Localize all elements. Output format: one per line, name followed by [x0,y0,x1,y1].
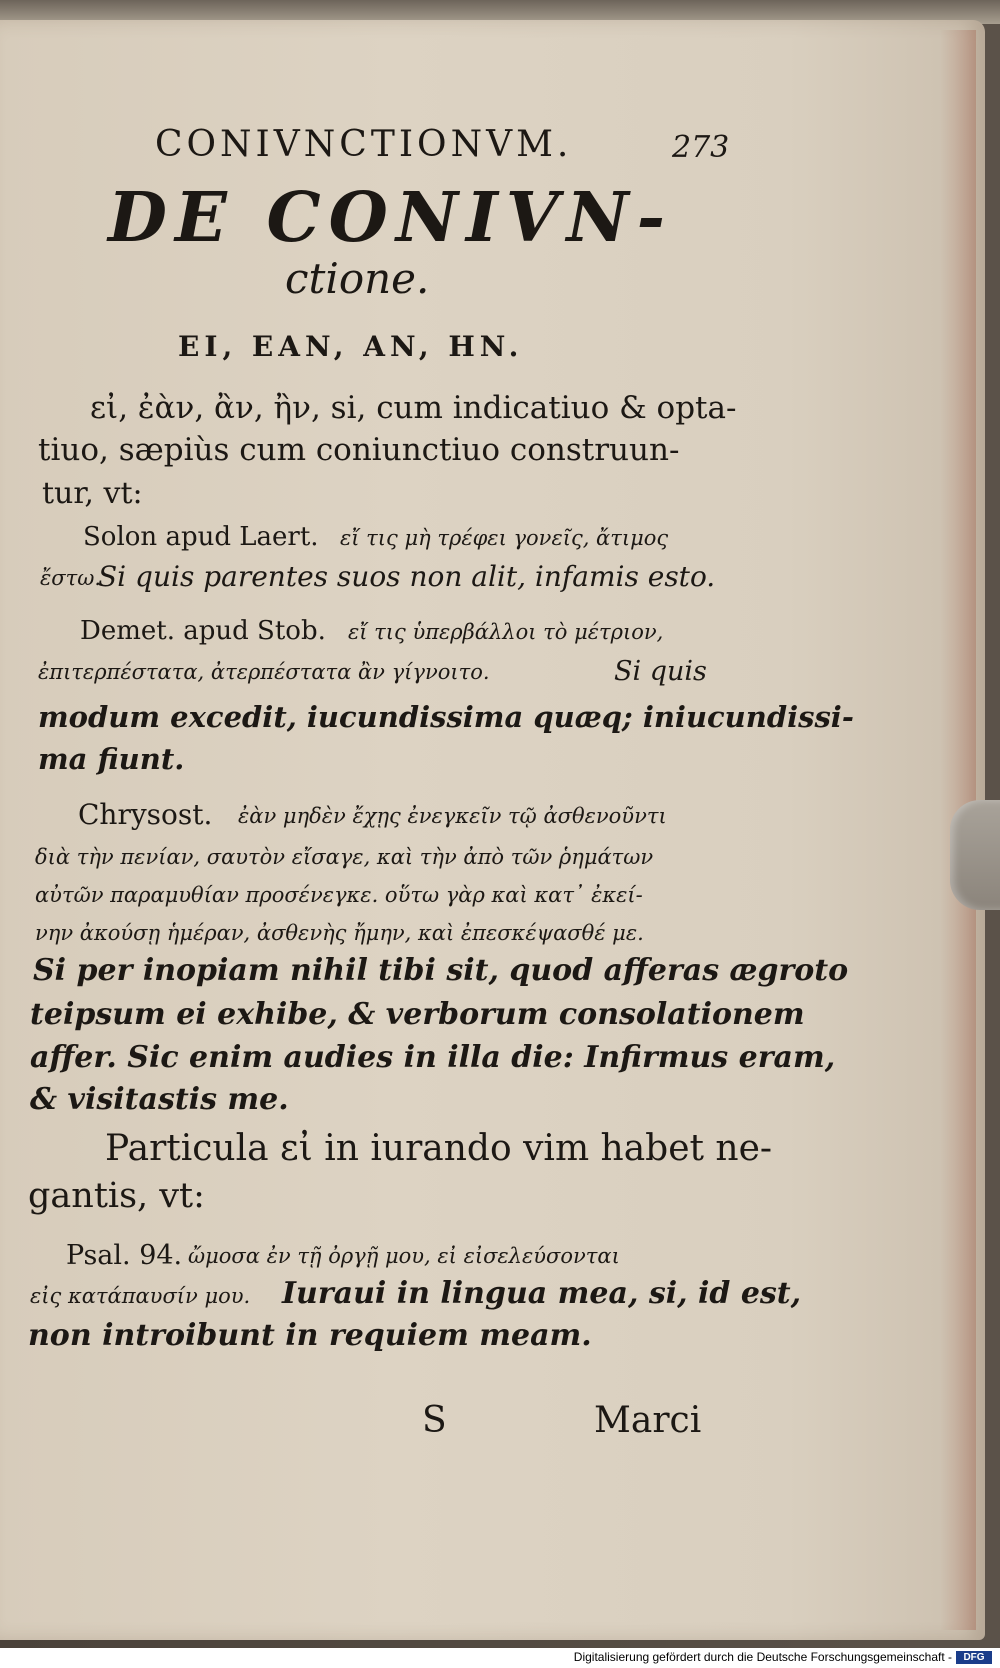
page-tab-marker [950,800,1000,910]
chrysost-greek-3: αὐτῶν παραμυθίαν προσένεγκε. οὕτω γὰρ καὶ κατ᾽ ἐκεί- [35,883,643,907]
demet-latin-3: ma fiunt. [38,742,185,776]
chapter-title-line-1: DE CONIVN- [108,178,673,258]
psalm-citation: Psal. 94. [66,1240,183,1271]
chapter-title-line-2: ctione. [285,254,430,303]
intro-line-1: εἰ, ἐὰν, ἂν, ἢν, si, cum indicatiuo & opta- [90,390,737,426]
intro-line-2: tiuo, sæpiùs cum coniunctiuo construun- [38,432,680,468]
solon-greek-1: εἴ τις μὴ τρέφει γονεῖς, ἄτιμος [340,526,669,550]
chrysost-greek-4: νην ἀκούσῃ ἡμέραν, ἀσθενὴς ἤμην, καὶ ἐπεσκέψασθέ με. [35,921,644,945]
psalm-latin-1: Iuraui in lingua mea, si, id est, [282,1276,802,1311]
psalm-greek-1: ὤμοσα ἐν τῇ ὀργῇ μου, εἰ εἰσελεύσονται [188,1244,620,1268]
chrysost-latin-3: affer. Sic enim audies in illa die: Infirmus eram, [30,1040,836,1075]
dfg-logo: DFG [956,1651,992,1664]
chrysost-greek-1: ἐὰν μηδὲν ἔχῃς ἐνεγκεῖν τῷ ἀσθενοῦντι [238,804,667,828]
solon-citation: Solon apud Laert. [83,522,319,552]
chrysost-citation: Chrysost. [78,798,213,831]
demet-citation: Demet. apud Stob. [80,616,326,646]
solon-latin: Si quis parentes suos non alit, infamis esto. [98,560,716,593]
demet-greek-2: ἐπιτερπέστατα, ἀτερπέστατα ἂν γίγνοιτο. [38,660,490,684]
demet-greek-1: εἴ τις ὑπερβάλλοι τὸ μέτριον, [348,620,664,644]
section-subheading: EI, EAN, AN, HN. [178,330,524,363]
demet-latin-1: Si quis [614,656,707,687]
intro-line-3: tur, vt: [42,476,143,511]
demet-latin-2: modum excedit, iucundissima quæq; iniucundissi- [38,700,854,734]
running-head: CONIVNCTIONVM. [155,124,573,165]
catchword: Marci [594,1400,702,1441]
particula-line-1: Particula εἰ in iurando vim habet ne- [105,1128,773,1169]
signature-mark: S [422,1400,447,1441]
chrysost-greek-2: διὰ τὴν πενίαν, σαυτὸν εἴσαγε, καὶ τὴν ἀπὸ τῶν ῥημάτων [35,845,654,869]
chrysost-latin-2: teipsum ei exhibe, & verborum consolationem [30,997,805,1032]
dfg-credit-text: Digitalisierung gefördert durch die Deutsche Forschungsgemeinschaft - [573,1650,952,1664]
chrysost-latin-4: & visitastis me. [30,1082,289,1117]
psalm-greek-2: εἰς κατάπαυσίν μου. [30,1284,251,1308]
chrysost-latin-1: Si per inopiam nihil tibi sit, quod afferas ægroto [33,953,849,988]
solon-greek-2: ἔστω. [40,566,102,590]
psalm-latin-2: non introibunt in requiem meam. [28,1318,592,1353]
page-number: 273 [672,130,730,165]
particula-line-2: gantis, vt: [28,1176,205,1216]
